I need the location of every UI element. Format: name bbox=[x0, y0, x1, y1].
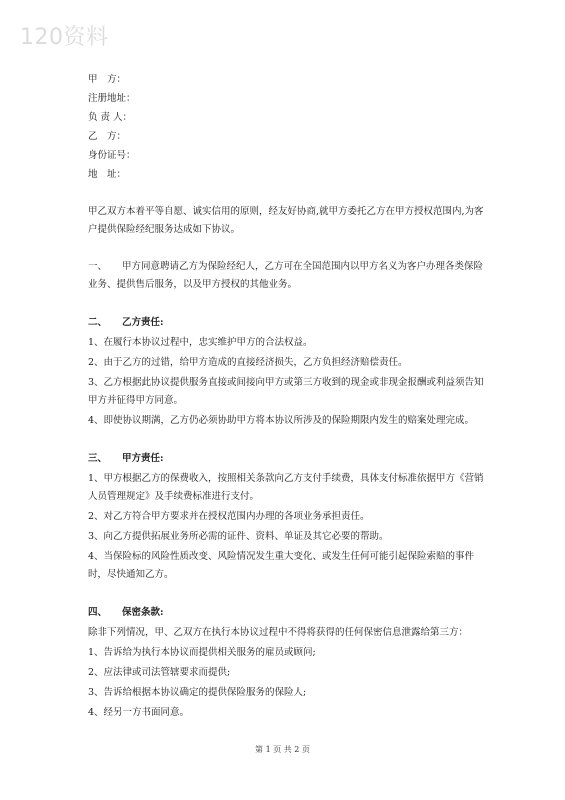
section-title: 甲方责任: bbox=[122, 453, 164, 464]
section-heading bbox=[88, 604, 490, 622]
list-item: 1、在履行本协议过程中，忠实维护甲方的合法权益。 bbox=[88, 337, 313, 348]
address-label: 地 址： bbox=[88, 169, 127, 180]
list-item: 2、对乙方符合甲方要求并在授权范围内办理的各项业务承担责任。 bbox=[88, 511, 370, 522]
list-item: 3、向乙方提供拓展业务所必需的证件、资料、单证及其它必要的帮助。 bbox=[88, 531, 389, 542]
list-item: 4、即使协议期满，乙方仍必须协助甲方将本协议所涉及的保险期限内发生的赔案处理完成。 bbox=[88, 415, 475, 426]
page-number-footer: 第 1 页 共 2 页 bbox=[255, 745, 310, 754]
clause-1-text: 甲方同意聘请乙方为保险经纪人，乙方可在全国范围内以甲方名义为客户办理各类保险业务、提供售后服务，以及甲方授权的其他业务。 bbox=[88, 261, 484, 290]
party-info-block bbox=[88, 70, 490, 184]
party-a-label: 甲 方： bbox=[88, 74, 127, 85]
section-party-a-duties bbox=[88, 450, 490, 584]
list-item: 除非下列情况，甲、乙双方在执行本协议过程中不得将获得的任何保密信息泄露给第三方： bbox=[88, 627, 469, 638]
list-item: 3、乙方根据此协议提供服务直接或间接向甲方或第三方收到的现金或非现金报酬或利益须告知甲方并征得甲方同意。 bbox=[88, 377, 484, 406]
document-page bbox=[88, 70, 490, 722]
section-number: 二、 bbox=[88, 317, 108, 328]
intro-paragraph: 甲乙双方本着平等自愿、诚实信用的原则，经友好协商,就甲方委托乙方在甲方授权范围内,为客户提供保险经纪服务达成如下协议。 bbox=[88, 206, 484, 235]
id-number-label: 身份证号： bbox=[88, 150, 136, 161]
section-title: 乙方责任: bbox=[122, 317, 164, 328]
list-item: 2、应法律或司法管辖要求而提供; bbox=[88, 667, 231, 678]
party-b-label: 乙 方： bbox=[88, 131, 127, 142]
section-party-b-duties bbox=[88, 314, 490, 430]
clause-1-number: 一、 bbox=[88, 261, 108, 272]
list-item: 1、甲方根据乙方的保费收入，按照相关条款向乙方支付手续费，具体支付标准依据甲方《营销人员管理规定》及手续费标准进行支付。 bbox=[88, 473, 484, 502]
list-item: 4、经另一方书面同意。 bbox=[88, 707, 190, 718]
watermark-logo: 120资料 bbox=[20, 25, 109, 50]
registered-address-label: 注册地址： bbox=[88, 93, 136, 104]
section-number: 三、 bbox=[88, 453, 108, 464]
section-number: 四、 bbox=[88, 607, 108, 618]
section-confidentiality bbox=[88, 604, 490, 722]
section-heading bbox=[88, 450, 490, 468]
section-title: 保密条款: bbox=[122, 607, 164, 618]
person-in-charge-label: 负 责 人： bbox=[88, 112, 133, 123]
list-item: 1、告诉给为执行本协议而提供相关服务的雇员或顾问; bbox=[88, 647, 316, 658]
section-heading bbox=[88, 314, 490, 332]
list-item: 2、由于乙方的过错，给甲方造成的直接经济损失，乙方负担经济赔偿责任。 bbox=[88, 357, 408, 368]
list-item: 3、告诉给根据本协议确定的提供保险服务的保险人; bbox=[88, 687, 307, 698]
clause-1 bbox=[88, 258, 490, 294]
list-item: 4、当保险标的风险性质改变、风险情况发生重大变化、或发生任何可能引起保险索赔的事件时，尽快通知乙方。 bbox=[88, 551, 475, 580]
